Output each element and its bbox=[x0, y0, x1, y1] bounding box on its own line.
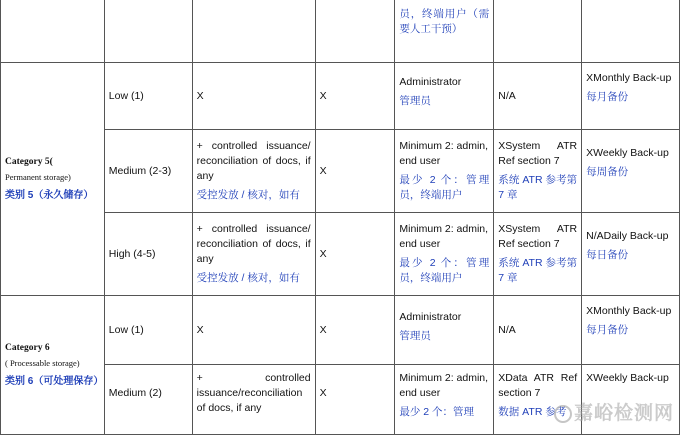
backup-cn: 每周备份 bbox=[586, 166, 629, 178]
admin-cn: 最少 2 个：管理员，终端用户 bbox=[399, 257, 490, 284]
backup-cn: 每日备份 bbox=[586, 249, 629, 261]
risk-cell: Low (1) bbox=[104, 63, 192, 130]
backup-cell bbox=[582, 213, 680, 296]
issuance-cell: X bbox=[192, 296, 315, 365]
admin-en: Minimum 2: admin, end user bbox=[399, 223, 489, 250]
backup-en: XMonthly Back-up bbox=[586, 305, 672, 317]
admin-cn: 最少 2 个：管理 bbox=[399, 406, 475, 418]
category-cell bbox=[1, 0, 105, 63]
category-cn: 类别 6（可处理保存） bbox=[5, 376, 104, 387]
admin-cn: 员，终端用户（需要人工干预） bbox=[399, 8, 490, 35]
category-6-cell bbox=[1, 296, 105, 435]
atr-en: XData ATR Ref section 7 bbox=[498, 372, 578, 399]
risk-cell: Low (1) bbox=[104, 296, 192, 365]
atr-cell: N/A bbox=[494, 63, 582, 130]
backup-en: N/ADaily Back-up bbox=[586, 230, 669, 242]
issuance-cell bbox=[192, 130, 315, 213]
backup-cell bbox=[582, 296, 680, 365]
risk-cell bbox=[104, 0, 192, 63]
admin-cn: 最少 2 个：管理员，终端用户 bbox=[399, 174, 490, 201]
issuance-cn: 受控发放 / 核对，如有 bbox=[196, 272, 300, 284]
issuance-cell bbox=[192, 0, 315, 63]
admin-en: Minimum 2: admin, end user bbox=[399, 140, 489, 167]
category-title: Category 6 bbox=[5, 343, 50, 353]
atr-cn: 数据 ATR 参考 bbox=[498, 406, 567, 418]
backup-cn: 每月备份 bbox=[586, 324, 629, 336]
watermark-logo-icon bbox=[554, 405, 572, 423]
mark-cell: X bbox=[315, 365, 395, 435]
issuance-cn: 受控发放 / 核对，如有 bbox=[196, 189, 300, 201]
table-row bbox=[1, 63, 680, 130]
backup-en: XWeekly Back-up bbox=[586, 372, 669, 384]
category-subtitle: Permanent storage) bbox=[5, 172, 71, 182]
category-5-cell bbox=[1, 63, 105, 296]
atr-en: XSystem ATR Ref section 7 bbox=[498, 223, 578, 250]
atr-cell: N/A bbox=[494, 296, 582, 365]
admin-cell bbox=[395, 365, 494, 435]
backup-en: XMonthly Back-up bbox=[586, 72, 672, 84]
risk-cell: Medium (2) bbox=[104, 365, 192, 435]
admin-cell bbox=[395, 130, 494, 213]
backup-cell bbox=[582, 0, 680, 63]
category-title: Category 5( bbox=[5, 157, 53, 167]
issuance-en: + controlled issuance/reconciliation of docs, if any bbox=[196, 372, 311, 414]
watermark bbox=[554, 398, 674, 425]
risk-cell: High (4-5) bbox=[104, 213, 192, 296]
table-row bbox=[1, 296, 680, 365]
backup-cn: 每月备份 bbox=[586, 91, 629, 103]
issuance-en: + controlled issuance/ reconciliation of docs, if any bbox=[196, 140, 311, 182]
backup-en: XWeekly Back-up bbox=[586, 147, 669, 159]
atr-cn: 系统 ATR 参考第 7 章 bbox=[498, 257, 578, 284]
backup-cell bbox=[582, 63, 680, 130]
admin-en: Administrator bbox=[399, 311, 462, 323]
risk-cell: Medium (2-3) bbox=[104, 130, 192, 213]
admin-cn: 管理员 bbox=[399, 95, 431, 107]
issuance-cell bbox=[192, 365, 315, 435]
admin-cell bbox=[395, 296, 494, 365]
mark-cell: X bbox=[315, 130, 395, 213]
admin-en: Administrator bbox=[399, 76, 462, 88]
admin-en: Minimum 2: admin, end user bbox=[399, 372, 489, 399]
atr-cn: 系统 ATR 参考第 7 章 bbox=[498, 174, 578, 201]
issuance-cell bbox=[192, 213, 315, 296]
mark-cell: X bbox=[315, 63, 395, 130]
atr-cell bbox=[494, 0, 582, 63]
atr-en: XSystem ATR Ref section 7 bbox=[498, 140, 578, 167]
category-cn: 类别 5（永久储存） bbox=[5, 190, 94, 201]
admin-cn: 管理员 bbox=[399, 330, 431, 342]
table-row bbox=[1, 0, 680, 63]
category-subtitle: ( Processable storage) bbox=[5, 358, 80, 368]
issuance-cell: X bbox=[192, 63, 315, 130]
mark-cell: X bbox=[315, 213, 395, 296]
watermark-text: 嘉峪检测网 bbox=[573, 402, 674, 424]
admin-cell bbox=[395, 0, 494, 63]
mark-cell: X bbox=[315, 296, 395, 365]
atr-cell bbox=[494, 213, 582, 296]
mark-cell bbox=[315, 0, 395, 63]
admin-cell bbox=[395, 63, 494, 130]
admin-cell bbox=[395, 213, 494, 296]
backup-cell bbox=[582, 130, 680, 213]
atr-cell bbox=[494, 130, 582, 213]
issuance-en: + controlled issuance/ reconciliation of docs, if any bbox=[196, 223, 311, 265]
